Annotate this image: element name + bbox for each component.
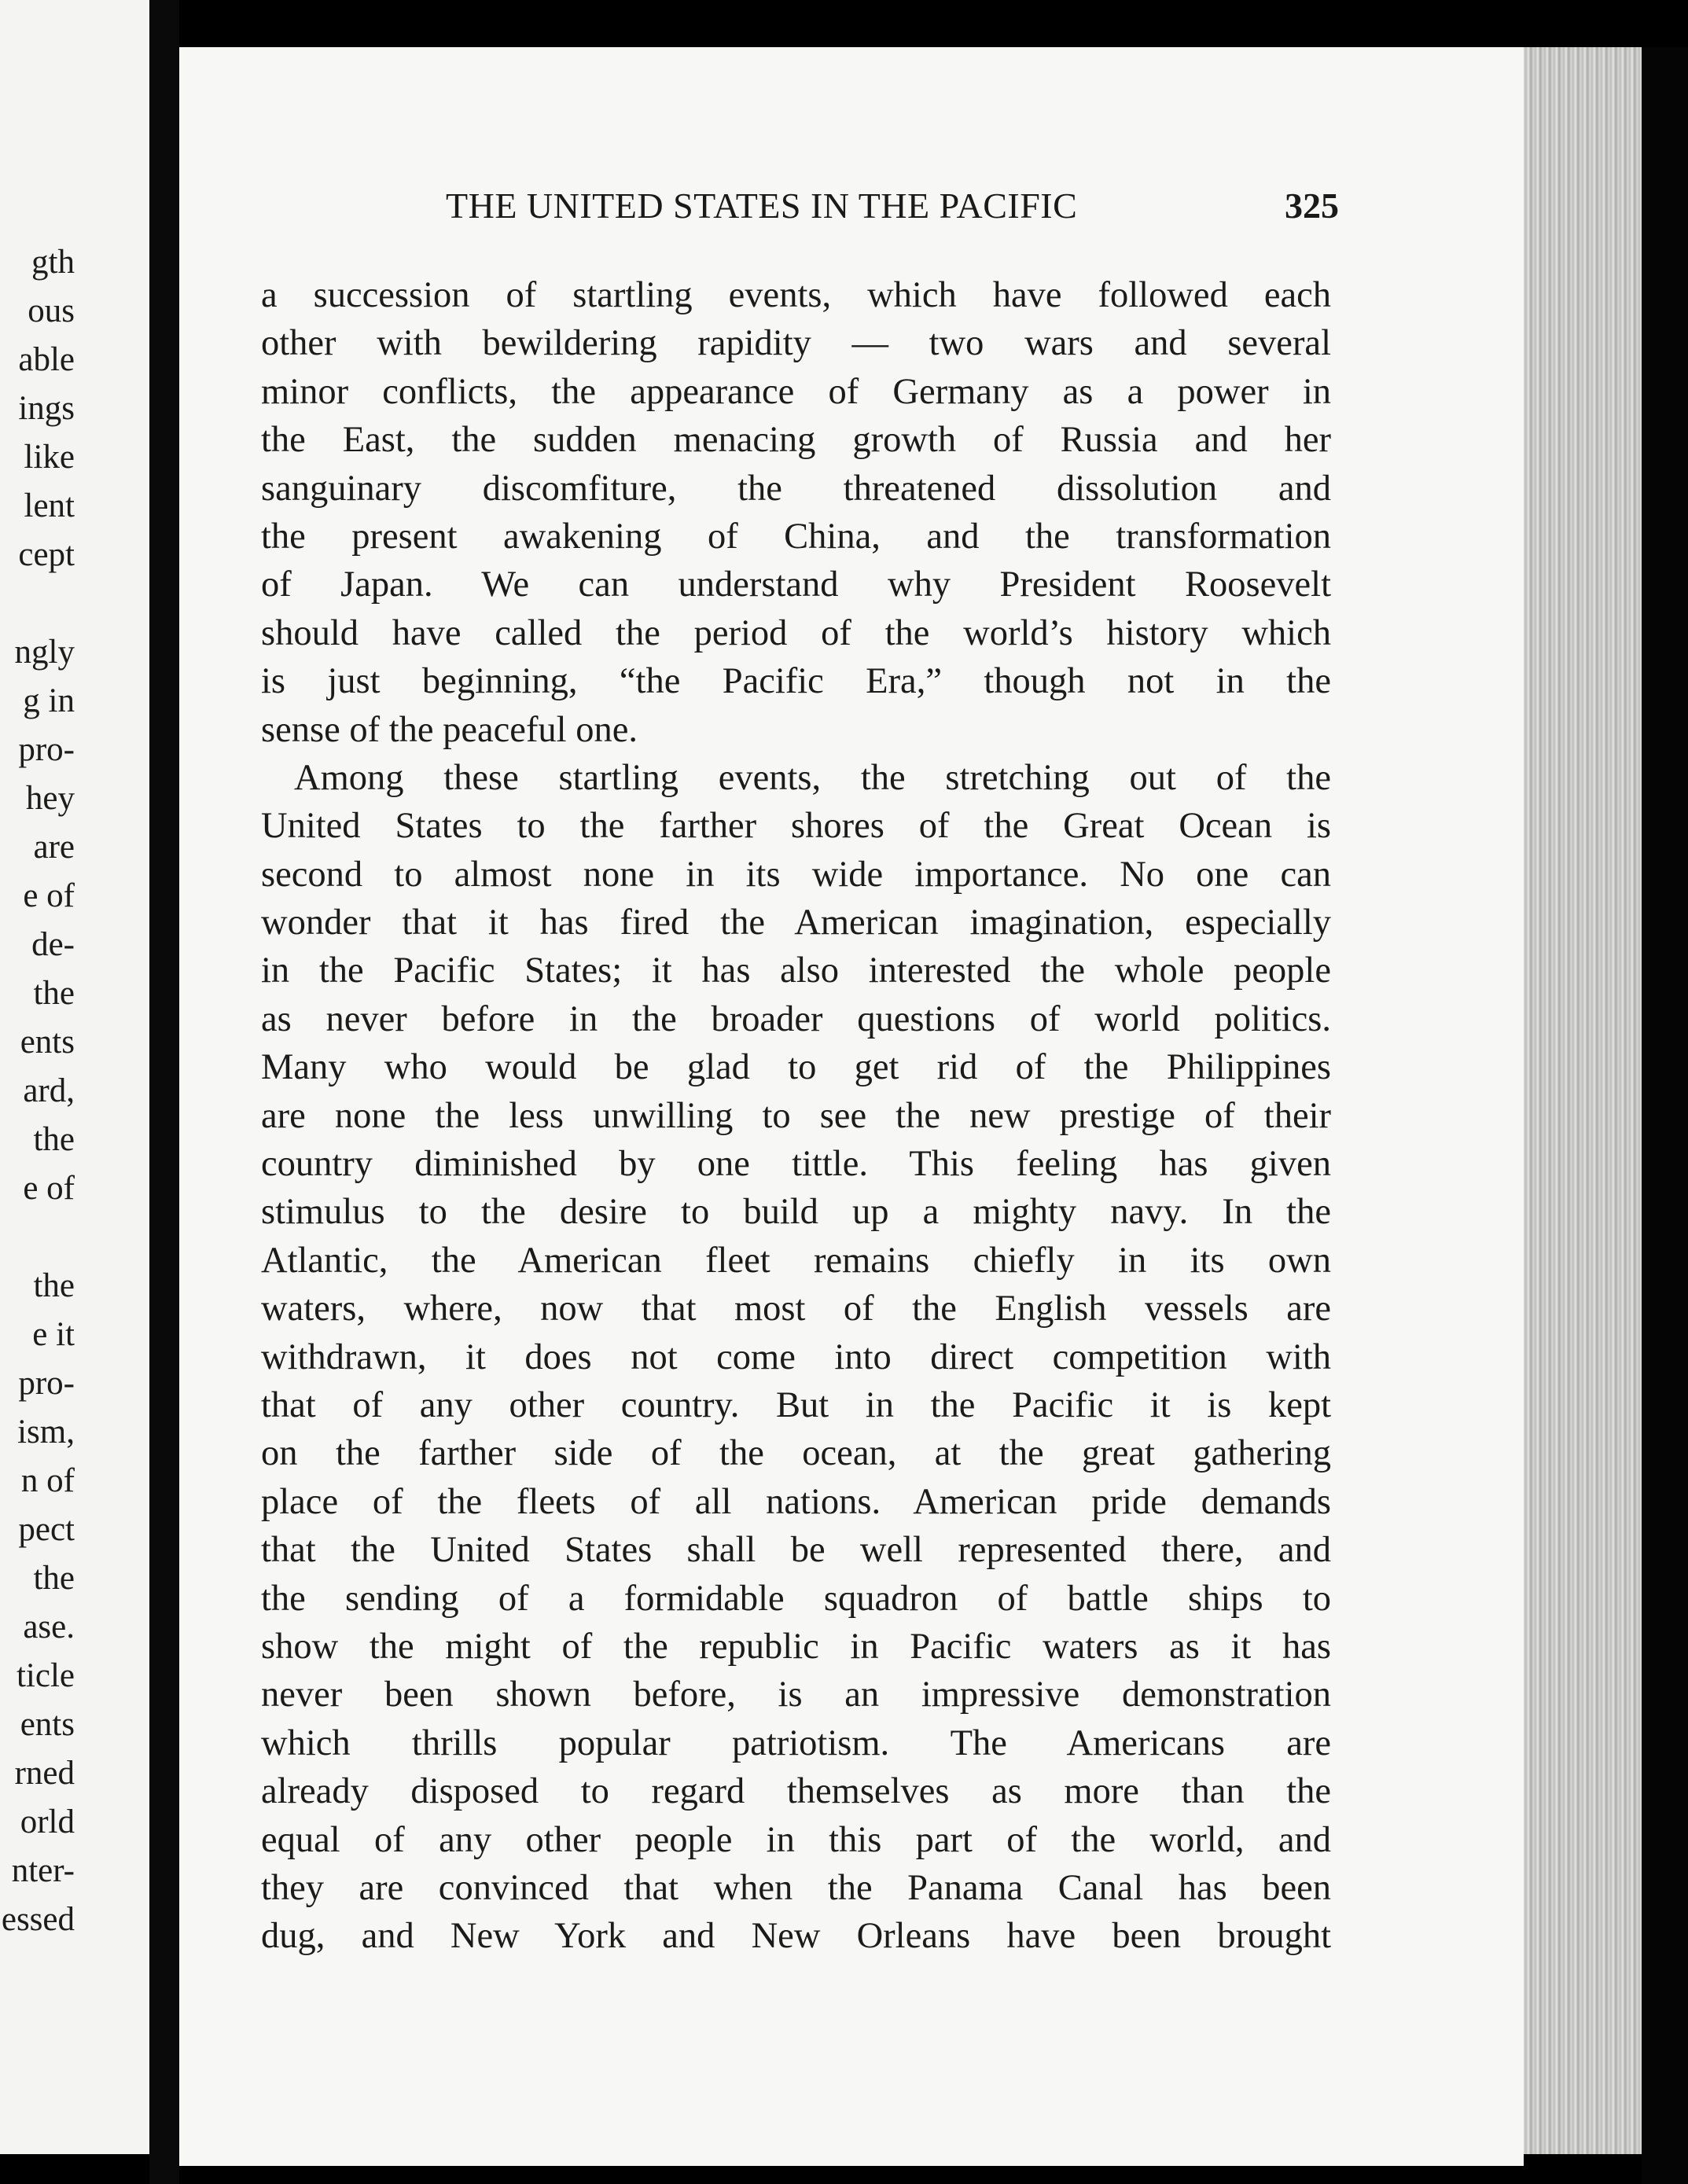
- text-line: as never before in the broader questions of world politics.: [261, 998, 1331, 1039]
- facing-line: g in: [23, 682, 75, 719]
- text-line: should have called the period of the world’s history which: [261, 612, 1331, 653]
- facing-line: ings: [18, 390, 75, 427]
- text-line: the present awakening of China, and the transformation: [261, 516, 1331, 557]
- book-gutter: [149, 0, 179, 2184]
- text-line: wonder that it has fired the American imagination, especially: [261, 903, 1331, 943]
- text-line: the East, the sudden menacing growth of Russia and her: [261, 420, 1331, 461]
- running-header: [263, 185, 1347, 232]
- text-line: already disposed to regard themselves as more than the: [261, 1771, 1331, 1812]
- facing-line: the: [33, 1121, 75, 1158]
- text-line: that of any other country. But in the Pacific it is kept: [261, 1384, 1331, 1425]
- facing-line: ard,: [23, 1072, 75, 1109]
- text-line: show the might of the republic in Pacific waters as it has: [261, 1626, 1331, 1667]
- facing-line: pro-: [18, 1365, 75, 1402]
- text-line: on the farther side of the ocean, at the great gathering: [261, 1433, 1331, 1474]
- text-line: equal of any other people in this part of the world, and: [261, 1819, 1331, 1860]
- text-line: in the Pacific States; it has also interested the whole people: [261, 950, 1331, 991]
- text-line: sense of the peaceful one.: [261, 709, 638, 750]
- text-line: never been shown before, is an impressive demonstration: [261, 1675, 1331, 1715]
- facing-line: like: [24, 439, 75, 476]
- facing-line: the: [33, 975, 75, 1012]
- text-line: stimulus to the desire to build up a mighty navy. In the: [261, 1192, 1331, 1233]
- facing-line: pro-: [18, 731, 75, 768]
- facing-line: rned: [14, 1755, 75, 1792]
- text-line: other with bewildering rapidity — two wars and several: [261, 323, 1331, 364]
- facing-line: ous: [28, 292, 75, 329]
- facing-line: lent: [24, 487, 75, 524]
- facing-line: ism,: [17, 1414, 75, 1450]
- text-line: Among these startling events, the stretching out of the: [294, 757, 1331, 798]
- text-line: waters, where, now that most of the English vessels are: [261, 1289, 1331, 1329]
- page-number: 325: [1285, 186, 1339, 226]
- facing-line: gth: [31, 244, 75, 281]
- facing-page-left: [0, 0, 149, 2154]
- facing-line: e of: [23, 1170, 75, 1207]
- facing-line: de-: [31, 926, 75, 963]
- text-line: is just beginning, “the Pacific Era,” though not in the: [261, 661, 1331, 702]
- text-line: minor conflicts, the appearance of Germany as a power in: [261, 371, 1331, 412]
- facing-line: hey: [25, 780, 75, 817]
- facing-line: pect: [18, 1511, 75, 1548]
- facing-line: orld: [20, 1803, 75, 1840]
- text-line: country diminished by one tittle. This feeling has given: [261, 1144, 1331, 1185]
- facing-line: e it: [32, 1316, 75, 1353]
- facing-line: able: [18, 341, 75, 378]
- text-line: of Japan. We can understand why President Roosevelt: [261, 564, 1331, 605]
- running-title: THE UNITED STATES IN THE PACIFIC: [446, 186, 1078, 226]
- facing-line: cept: [18, 536, 75, 573]
- text-line: Atlantic, the American fleet remains chiefly in its own: [261, 1240, 1331, 1281]
- page-edges: [1524, 47, 1642, 2154]
- text-line: withdrawn, it does not come into direct competition with: [261, 1337, 1331, 1377]
- facing-line: e of: [23, 877, 75, 914]
- facing-line: ngly: [14, 634, 75, 671]
- text-line: United States to the farther shores of the Great Ocean is: [261, 806, 1331, 847]
- facing-line: nter-: [11, 1852, 75, 1889]
- text-line: place of the fleets of all nations. American pride demands: [261, 1481, 1331, 1522]
- text-line: they are convinced that when the Panama Canal has been: [261, 1867, 1331, 1908]
- body-text: [261, 271, 1331, 1961]
- text-line: which thrills popular patriotism. The Americans are: [261, 1723, 1331, 1763]
- text-line: second to almost none in its wide importance. No one can: [261, 854, 1331, 895]
- facing-line: ents: [20, 1706, 75, 1743]
- text-line: the sending of a formidable squadron of battle ships to: [261, 1578, 1331, 1619]
- facing-line: are: [33, 829, 75, 866]
- facing-line: the: [33, 1560, 75, 1597]
- facing-line: essed: [1, 1901, 75, 1938]
- facing-line: ase.: [23, 1609, 75, 1645]
- scan-border: [1642, 47, 1688, 2184]
- facing-line: n of: [20, 1462, 75, 1499]
- text-line: Many who would be glad to get rid of the Philippines: [261, 1047, 1331, 1088]
- facing-line: ents: [20, 1024, 75, 1061]
- text-line: dug, and New York and New Orleans have been brought: [261, 1916, 1331, 1957]
- facing-line: the: [33, 1267, 75, 1304]
- text-line: that the United States shall be well represented there, and: [261, 1530, 1331, 1571]
- text-line: are none the less unwilling to see the new prestige of their: [261, 1095, 1331, 1136]
- text-line: sanguinary discomfiture, the threatened dissolution and: [261, 468, 1331, 509]
- text-line: a succession of startling events, which have followed each: [261, 275, 1331, 315]
- facing-line: ticle: [16, 1657, 75, 1694]
